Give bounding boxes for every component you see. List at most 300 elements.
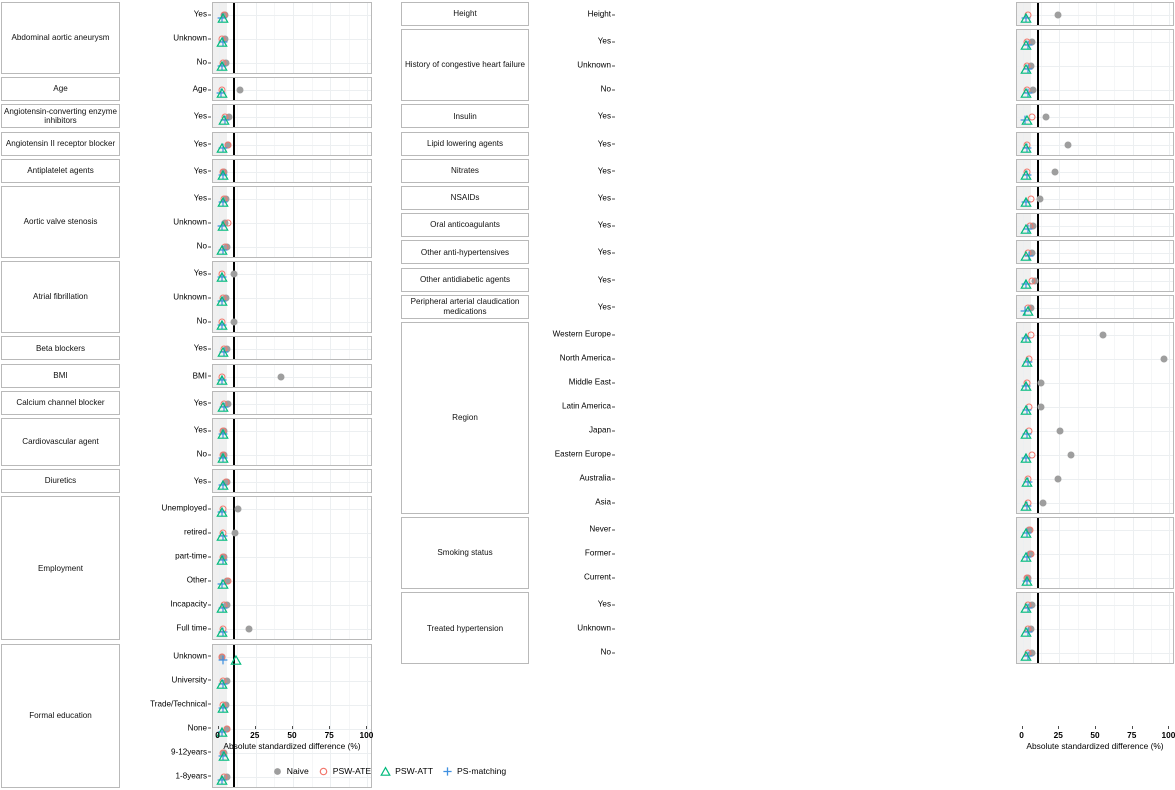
data-point-psw-att — [230, 652, 241, 662]
gridline-vertical-minor — [274, 160, 275, 182]
gridline-vertical-minor — [274, 105, 275, 127]
covariate-group-label: Angiotensin II receptor blocker — [1, 132, 120, 156]
gridline-vertical — [367, 160, 368, 182]
gridline-horizontal — [1017, 335, 1173, 336]
reference-line-10-percent — [233, 337, 235, 359]
gridline-vertical — [293, 392, 294, 414]
level-tick-label: Unknown — [173, 217, 207, 227]
gridline-vertical — [293, 105, 294, 127]
legend — [0, 762, 778, 780]
gridline-vertical — [1096, 160, 1097, 182]
level-tick-label: Yes — [597, 599, 611, 609]
gridline-vertical-minor — [1151, 269, 1152, 291]
gridline-vertical-minor — [1078, 160, 1079, 182]
gridline-vertical — [256, 470, 257, 492]
level-tick-label: No — [600, 84, 611, 94]
gridline-vertical-minor — [237, 337, 238, 359]
panel-plot-area — [1016, 104, 1174, 128]
legend-item[interactable] — [318, 766, 371, 777]
level-tick-label: Current — [584, 572, 611, 582]
x-axis-tick — [1168, 726, 1169, 729]
gridline-vertical-minor — [1114, 241, 1115, 263]
gridline-vertical-minor — [312, 160, 313, 182]
gridline-vertical — [256, 497, 257, 639]
gridline-vertical — [1096, 269, 1097, 291]
gridline-vertical-minor — [349, 105, 350, 127]
data-point-naive — [277, 373, 284, 380]
reference-line-10-percent — [1037, 3, 1039, 25]
gridline-vertical — [1133, 160, 1134, 182]
gridline-vertical — [256, 337, 257, 359]
level-tick-label: Unknown — [577, 60, 611, 70]
gridline-vertical-minor — [274, 78, 275, 100]
gridline-vertical-minor — [1078, 133, 1079, 155]
gridline-vertical-minor — [237, 365, 238, 387]
data-point-psw-att — [1020, 85, 1031, 95]
covariate-group-label: Calcium channel blocker — [1, 391, 120, 415]
level-tick-label: No — [196, 316, 207, 326]
gridline-vertical — [1096, 133, 1097, 155]
level-tick-label: Yes — [193, 398, 207, 408]
data-point-psw-att — [217, 676, 228, 686]
gridline-vertical-minor — [274, 392, 275, 414]
reference-line-10-percent — [233, 133, 235, 155]
level-tick-label: Yes — [193, 425, 207, 435]
data-point-psw-att — [217, 399, 228, 409]
gridline-vertical-minor — [1041, 269, 1042, 291]
gridline-vertical-minor — [274, 497, 275, 639]
gridline-vertical — [1133, 133, 1134, 155]
data-point-naive — [1037, 196, 1044, 203]
data-point-psw-att — [217, 552, 228, 562]
data-point-naive — [1055, 12, 1062, 19]
legend-item[interactable] — [442, 766, 506, 777]
gridline-vertical — [367, 78, 368, 100]
gridline-vertical-minor — [1078, 214, 1079, 236]
gridline-vertical-minor — [1114, 105, 1115, 127]
x-axis-tick-label: 50 — [287, 730, 297, 740]
gridline-vertical — [1096, 105, 1097, 127]
level-tick-label: Yes — [597, 220, 611, 230]
level-tick-label: Unemployed — [161, 503, 207, 513]
gridline-vertical-minor — [312, 337, 313, 359]
gridline-horizontal — [213, 117, 371, 118]
gridline-horizontal — [1017, 455, 1173, 456]
gridline-horizontal — [213, 705, 371, 706]
panel-plot-area — [212, 186, 372, 258]
gridline-horizontal — [1017, 15, 1173, 16]
gridline-vertical — [330, 160, 331, 182]
reference-line-10-percent — [233, 187, 235, 257]
gridline-vertical — [219, 497, 220, 639]
gridline-vertical-minor — [349, 337, 350, 359]
gridline-vertical-minor — [237, 419, 238, 465]
covariate-group-label: Lipid lowering agents — [401, 132, 529, 156]
x-axis-tick-label: 100 — [1161, 730, 1175, 740]
gridline-horizontal — [1017, 530, 1173, 531]
gridline-horizontal — [213, 377, 371, 378]
gridline-vertical-minor — [237, 470, 238, 492]
panel-plot-area — [1016, 268, 1174, 292]
gridline-vertical — [293, 133, 294, 155]
panel-plot-area — [212, 418, 372, 466]
gridline-horizontal — [1017, 66, 1173, 67]
data-point-psw-att — [217, 372, 228, 382]
data-point-psw-att — [217, 10, 228, 20]
gridline-horizontal — [1017, 253, 1173, 254]
gridline-vertical-minor — [274, 470, 275, 492]
data-point-psw-att — [1021, 525, 1032, 535]
data-point-psw-att — [1021, 194, 1032, 204]
level-tick-label: No — [196, 449, 207, 459]
gridline-vertical-minor — [312, 105, 313, 127]
covariate-group-label: Other anti-hypertensives — [401, 240, 529, 264]
data-point-psw-att — [1021, 167, 1032, 177]
data-point-psw-att — [1021, 61, 1032, 71]
data-point-naive — [1068, 452, 1075, 459]
covariate-group-label: Age — [1, 77, 120, 101]
covariate-group-label: Employment — [1, 496, 120, 640]
gridline-vertical — [1169, 214, 1170, 236]
legend-item[interactable] — [380, 766, 433, 777]
data-point-psw-att — [218, 344, 229, 354]
covariate-group-label: Region — [401, 322, 529, 514]
gridline-vertical-minor — [312, 365, 313, 387]
data-point-psw-att — [217, 528, 228, 538]
reference-line-10-percent — [233, 419, 235, 465]
x-axis-tick — [218, 726, 219, 729]
data-point-psw-att — [217, 140, 228, 150]
gridline-vertical-minor — [274, 419, 275, 465]
legend-symbol-plus-icon — [442, 766, 453, 777]
level-tick-label: Latin America — [561, 401, 611, 411]
reference-line-10-percent — [1037, 593, 1039, 663]
gridline-horizontal — [1017, 629, 1173, 630]
panel-plot-area — [212, 104, 372, 128]
data-point-naive — [1100, 332, 1107, 339]
gridline-horizontal — [1017, 578, 1173, 579]
legend-label: Naive — [286, 766, 309, 776]
gridline-vertical-minor — [274, 133, 275, 155]
gridline-vertical — [330, 497, 331, 639]
gridline-vertical-minor — [1078, 241, 1079, 263]
gridline-vertical-minor — [237, 133, 238, 155]
gridline-vertical-minor — [312, 419, 313, 465]
covariate-group-label: Oral anticoagulants — [401, 213, 529, 237]
panel-plot-area — [1016, 2, 1174, 26]
gridline-vertical-minor — [274, 337, 275, 359]
gridline-horizontal — [1017, 479, 1173, 480]
gridline-vertical — [293, 78, 294, 100]
gridline-vertical — [256, 392, 257, 414]
data-point-naive — [231, 530, 238, 537]
panel-plot-area — [1016, 29, 1174, 101]
panel-plot-area — [1016, 295, 1174, 319]
level-tick-label: Yes — [193, 343, 207, 353]
panel-plot-area — [1016, 213, 1174, 237]
level-tick-label: Unknown — [173, 33, 207, 43]
gridline-horizontal — [1017, 359, 1173, 360]
data-point-psw-att — [1021, 354, 1032, 364]
gridline-vertical-minor — [1078, 269, 1079, 291]
covariate-group-label: Height — [401, 2, 529, 26]
data-point-naive — [1160, 356, 1167, 363]
gridline-vertical — [256, 365, 257, 387]
gridline-vertical-minor — [312, 470, 313, 492]
level-tick-label: Yes — [597, 111, 611, 121]
gridline-horizontal — [213, 629, 371, 630]
gridline-vertical — [1169, 269, 1170, 291]
gridline-vertical-minor — [1151, 187, 1152, 209]
legend-item[interactable] — [272, 766, 309, 777]
level-tick-label: Unknown — [577, 623, 611, 633]
gridline-vertical — [367, 337, 368, 359]
gridline-vertical-minor — [1078, 323, 1079, 513]
gridline-vertical — [293, 419, 294, 465]
gridline-horizontal — [1017, 431, 1173, 432]
gridline-horizontal — [1017, 117, 1173, 118]
gridline-vertical — [1096, 187, 1097, 209]
gridline-vertical — [1059, 105, 1060, 127]
data-point-psw-att — [218, 112, 229, 122]
covariate-group-label: Treated hypertension — [401, 592, 529, 664]
gridline-vertical-minor — [1151, 241, 1152, 263]
covariate-group-label: Cardiovascular agent — [1, 418, 120, 466]
level-tick-label: Yes — [193, 166, 207, 176]
data-point-psw-att — [217, 293, 228, 303]
level-tick-label: Unknown — [173, 292, 207, 302]
reference-line-10-percent — [1037, 105, 1039, 127]
gridline-vertical — [256, 78, 257, 100]
gridline-vertical — [330, 470, 331, 492]
gridline-horizontal — [1017, 308, 1173, 309]
data-point-psw-att — [216, 600, 227, 610]
panel-plot-area — [1016, 240, 1174, 264]
x-axis-tick — [1022, 726, 1023, 729]
gridline-horizontal — [213, 39, 371, 40]
x-axis-tick — [1132, 726, 1133, 729]
data-point-naive — [230, 271, 237, 278]
gridline-vertical — [367, 470, 368, 492]
gridline-horizontal — [213, 455, 371, 456]
x-axis-tick — [329, 726, 330, 729]
data-point-psw-att — [216, 269, 227, 279]
covariate-group-label: Insulin — [401, 104, 529, 128]
data-point-psw-att — [1021, 624, 1032, 634]
gridline-vertical — [367, 497, 368, 639]
gridline-vertical-minor — [349, 470, 350, 492]
reference-line-10-percent — [1037, 30, 1039, 100]
gridline-vertical — [1096, 323, 1097, 513]
gridline-vertical — [367, 419, 368, 465]
data-point-psw-att — [217, 194, 228, 204]
level-tick-label: University — [171, 675, 207, 685]
level-tick-label: Yes — [597, 247, 611, 257]
level-tick-label: Eastern Europe — [554, 449, 611, 459]
gridline-vertical-minor — [237, 105, 238, 127]
level-tick-label: Asia — [595, 497, 611, 507]
gridline-horizontal — [1017, 42, 1173, 43]
gridline-horizontal — [213, 223, 371, 224]
gridline-vertical-minor — [237, 497, 238, 639]
gridline-vertical — [330, 105, 331, 127]
data-point-psw-att — [217, 504, 228, 514]
gridline-vertical-minor — [1078, 296, 1079, 318]
gridline-vertical-minor — [1041, 296, 1042, 318]
covariate-group-label: NSAIDs — [401, 186, 529, 210]
gridline-vertical — [1059, 187, 1060, 209]
gridline-vertical — [256, 133, 257, 155]
covariate-group-label: Smoking status — [401, 517, 529, 589]
level-tick-label: No — [196, 57, 207, 67]
data-point-naive — [231, 319, 238, 326]
legend-label: PSW-ATT — [395, 766, 433, 776]
data-point-psw-att — [1021, 140, 1032, 150]
panel-plot-area — [212, 77, 372, 101]
reference-line-10-percent — [1037, 133, 1039, 155]
panel-plot-area — [1016, 322, 1174, 514]
gridline-horizontal — [213, 404, 371, 405]
gridline-vertical-minor — [349, 160, 350, 182]
gridline-horizontal — [213, 431, 371, 432]
level-tick-label: No — [196, 241, 207, 251]
gridline-vertical — [1169, 133, 1170, 155]
data-point-psw-att — [1021, 10, 1032, 20]
gridline-vertical-minor — [312, 133, 313, 155]
level-tick-label: Yes — [193, 139, 207, 149]
panel-plot-area — [1016, 592, 1174, 664]
gridline-vertical — [330, 365, 331, 387]
gridline-horizontal — [1017, 554, 1173, 555]
level-tick-label: Yes — [193, 268, 207, 278]
gridline-vertical-minor — [237, 392, 238, 414]
data-point-psw-att — [1021, 648, 1032, 658]
level-tick-label: Yes — [193, 476, 207, 486]
gridline-vertical — [330, 419, 331, 465]
level-tick-label: No — [600, 647, 611, 657]
gridline-vertical — [293, 337, 294, 359]
legend-symbol-filled-circle-icon — [272, 766, 283, 777]
gridline-vertical-minor — [1114, 187, 1115, 209]
data-point-naive — [237, 87, 244, 94]
gridline-horizontal — [213, 581, 371, 582]
gridline-vertical-minor — [1151, 214, 1152, 236]
gridline-vertical-minor — [1114, 214, 1115, 236]
gridline-horizontal — [213, 199, 371, 200]
gridline-vertical-minor — [1114, 133, 1115, 155]
reference-line-10-percent — [1037, 160, 1039, 182]
reference-line-10-percent — [233, 78, 235, 100]
level-tick-label: Yes — [597, 166, 611, 176]
gridline-vertical — [1059, 241, 1060, 263]
legend-symbol-open-circle-icon — [318, 766, 329, 777]
data-point-naive — [245, 626, 252, 633]
gridline-vertical — [293, 497, 294, 639]
gridline-vertical-minor — [274, 365, 275, 387]
panel-plot-area — [212, 496, 372, 640]
data-point-psw-att — [1021, 498, 1032, 508]
data-point-psw-att — [1021, 600, 1032, 610]
x-axis-tick — [366, 726, 367, 729]
gridline-horizontal — [213, 681, 371, 682]
x-axis-title: Absolute standardized difference (%) — [223, 741, 361, 751]
panel-plot-area — [1016, 132, 1174, 156]
reference-line-10-percent — [1037, 518, 1039, 588]
level-tick-label: Age — [192, 84, 207, 94]
level-tick-label: Height — [587, 9, 611, 19]
gridline-vertical — [1169, 187, 1170, 209]
gridline-vertical-minor — [1114, 296, 1115, 318]
reference-line-10-percent — [233, 470, 235, 492]
level-tick-label: Other — [186, 575, 207, 585]
covariate-group-label: History of congestive heart failure — [401, 29, 529, 101]
gridline-vertical — [367, 392, 368, 414]
gridline-horizontal — [213, 247, 371, 248]
gridline-vertical — [256, 160, 257, 182]
gridline-horizontal — [213, 172, 371, 173]
level-tick-label: Full time — [176, 623, 207, 633]
data-point-naive — [1038, 380, 1045, 387]
gridline-horizontal — [1017, 145, 1173, 146]
level-tick-label: Yes — [597, 302, 611, 312]
reference-line-10-percent — [233, 105, 235, 127]
gridline-vertical — [330, 133, 331, 155]
gridline-vertical — [1096, 214, 1097, 236]
gridline-horizontal — [1017, 90, 1173, 91]
data-point-psw-att — [1020, 221, 1031, 231]
gridline-vertical — [1059, 160, 1060, 182]
x-axis-tick-label: 0 — [215, 730, 220, 740]
zero-band — [213, 497, 227, 639]
reference-line-10-percent — [1037, 323, 1039, 513]
data-point-psw-att — [216, 85, 227, 95]
gridline-vertical — [1133, 3, 1134, 25]
panel-plot-area — [212, 391, 372, 415]
x-axis-tick — [1058, 726, 1059, 729]
x-axis-tick-label: 75 — [1127, 730, 1137, 740]
legend-symbol-open-triangle-icon — [380, 766, 391, 777]
gridline-vertical-minor — [349, 392, 350, 414]
legend-label: PS-matching — [457, 766, 507, 776]
reference-line-10-percent — [1037, 214, 1039, 236]
data-point-psw-att — [1021, 330, 1032, 340]
gridline-vertical — [1169, 160, 1170, 182]
panel-plot-area — [212, 159, 372, 183]
gridline-horizontal — [213, 753, 371, 754]
gridline-vertical — [330, 337, 331, 359]
level-tick-label: Yes — [193, 111, 207, 121]
gridline-horizontal — [1017, 605, 1173, 606]
x-axis-tick — [1095, 726, 1096, 729]
gridline-vertical-minor — [349, 365, 350, 387]
gridline-vertical — [1169, 105, 1170, 127]
level-tick-label: Former — [584, 548, 611, 558]
level-tick-label: Western Europe — [552, 329, 611, 339]
gridline-vertical — [1133, 269, 1134, 291]
panel-plot-area — [212, 132, 372, 156]
x-axis-tick-label: 75 — [324, 730, 334, 740]
gridline-vertical — [330, 78, 331, 100]
gridline-vertical-minor — [1114, 160, 1115, 182]
reference-line-10-percent — [233, 497, 235, 639]
gridline-horizontal — [213, 557, 371, 558]
level-tick-label: Yes — [597, 193, 611, 203]
gridline-vertical — [1169, 296, 1170, 318]
gridline-vertical — [367, 105, 368, 127]
gridline-vertical — [1059, 214, 1060, 236]
gridline-vertical-minor — [1114, 323, 1115, 513]
panel-plot-area — [1016, 186, 1174, 210]
